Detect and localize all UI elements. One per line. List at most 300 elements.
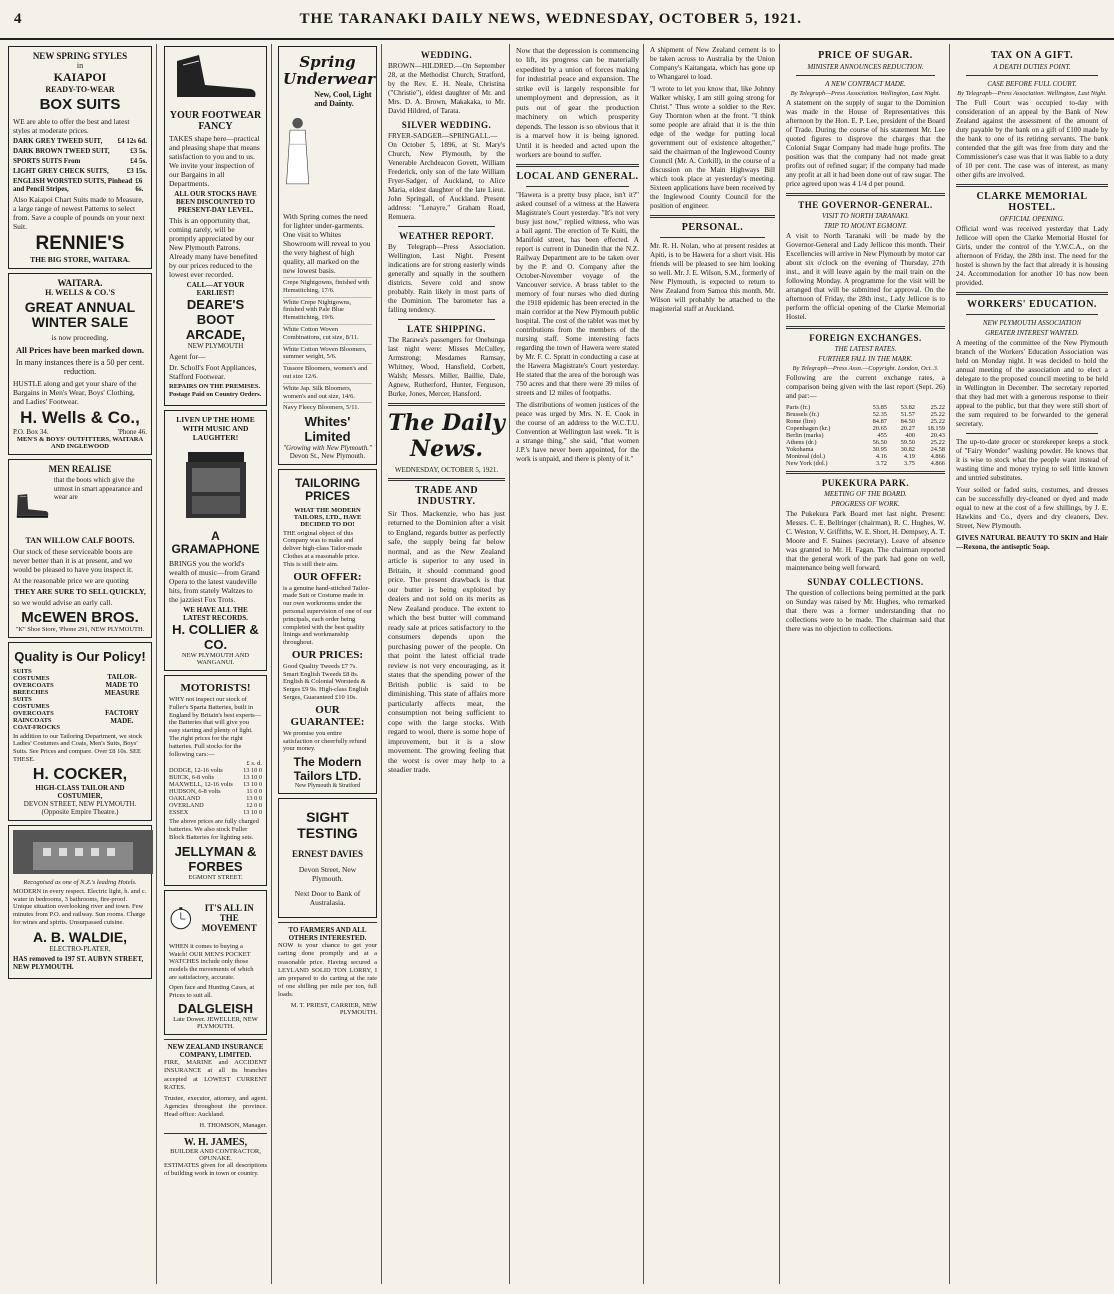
ad-body: TAKES shape here—practical and pleasing shape that means satisfaction to you and to us. We invite your inspection of our Bargains in all Departments. [169, 134, 260, 188]
ad-top: WAITARA. [57, 277, 103, 288]
item-name: SPORTS SUITS From [13, 156, 81, 165]
car-row [169, 809, 262, 816]
divider [388, 478, 505, 481]
exchange-sept: 53.82 [900, 404, 915, 411]
firm-name: DEARE'S BOOT ARCADE, [185, 297, 246, 342]
garment-item: SUITS [13, 695, 32, 703]
ad-headline: MOTORISTS! [180, 681, 251, 694]
ad-headline: BOX SUITS [39, 96, 121, 113]
item-price: £4 5s. [130, 156, 147, 165]
car-price: 13 10 0 [243, 809, 262, 817]
waldie-hotel-ad [8, 825, 152, 979]
item-name: ENGLISH WORSTED SUITS, Pinhead and Pencil Stripes, [13, 176, 133, 193]
silver-wedding-notice: FRYER-SADGER—SPRINGALL.—On October 5, 1896, at St. Mary's Church, New Plymouth, by the Venerable Archdeacon Govett, William Frederick, only son of the late William Fryer-Sadger, of Auckland, to Alice Maria, eldest daughter of the late Lieut. John Springall, of Auckland. Present address: "Lenayre," Graham Road, Remuera. [388, 132, 505, 221]
divider [398, 226, 495, 227]
dry-cleaner-notice: Your soiled or faded suits, costumes, and dresses can be successfully dry-cleaned or dyed and made equal to new at the cost of a few shillings, by J. E. Hawkins and Co., dyers and dry cleaners, Dev. Street, New Plymouth. [956, 486, 1108, 530]
ad-desc: New, Cool, Light and Dainty. [314, 90, 372, 108]
newspaper-title: THE TARANAKI DAILY NEWS, WEDNESDAY, OCTOBER 5, 1921. [299, 10, 803, 27]
workers-heading: WORKERS' EDUCATION. [967, 299, 1097, 310]
dateline: By Telegraph—Press Association. Wellington, Last Night. [957, 90, 1107, 97]
firm-name: A. B. WALDIE, [32, 928, 128, 945]
editorial-continued: Now that the depression is commencing to lift, its progress can be materially expedited by a union of forces making for industrial peace and expansion. The strike evil is largely responsible for unemployment and depression, as it puts out of gear the production machinery on which prosperity depends. The lesson is so obvious that it is a marvel how it is being ignored. Until it is heeded and acted upon the workers are bound to suffer. [516, 46, 639, 160]
ad-line: HUSTLE along and get your share of the Bargains in Men's Wear, Boys' Clothing, and Ladies' Footwear. [13, 379, 137, 407]
car-name: OVERLAND [169, 802, 204, 810]
po-box: P.O. Box 34. [13, 428, 49, 437]
dateline: By Telegraph—Press Assn.—Copyright. London, Oct. 3. [792, 365, 939, 372]
weather-heading: WEATHER REPORT. [399, 231, 494, 241]
item-price: £3 15s. [126, 166, 147, 175]
exchange-oct: 20.65 [872, 425, 887, 432]
car-name: BUICK, 6-8 volts [169, 774, 214, 782]
price-row [13, 167, 147, 175]
car-price: 13 10 0 [243, 781, 262, 789]
divider [956, 184, 1108, 187]
ad-sub: WHAT THE MODERN TAILORS, LTD., HAVE DECIDED TO DO! [293, 506, 362, 528]
kaiapoi-suits-ad [8, 46, 152, 269]
product-name: TAN WILLOW CALF BOOTS. [25, 536, 135, 546]
clarke-heading: CLARKE MEMORIAL HOSTEL. [976, 191, 1088, 213]
firm-desc: Late Dower. JEWELLER, NEW PLYMOUTH. [173, 1016, 258, 1031]
firm-note: HAS removed to 197 ST. AUBYN STREET, NEW PLYMOUTH. [13, 954, 144, 972]
gramophone-illustration [176, 442, 256, 522]
park-article: The Pukekura Park Board met last night. Present: Messrs. C. E. Bellringer (chairman), R. C. Hughes, W. C. Weston, V. Griffiths, W. E. Short, H. Dempsey, A. T. Moore and F. Staines (secretary). Leave of absence was granted to Mr. H. Fagan. The chairman reported that the general work of the park had gone on well, maintenance being well forward. [786, 510, 945, 572]
ad-body: WHEN it comes to buying a Watch! OUR MEN'S POCKET WATCHES include only those models the movements of which are satisfactory, accurate. [169, 942, 254, 981]
weather-report: By Telegraph—Press Association. Wellington, Last Night. Present indications are for strong easterly winds generally and squally in the southern districts. Severe cold and snow probably. Rain likely in most parts of the Dominion. The barometer has a falling tendency. [388, 243, 505, 314]
mcewen-boots-ad [8, 459, 152, 638]
exchange-oct: 52.35 [872, 411, 887, 418]
divider [398, 319, 495, 320]
column-4 [384, 44, 510, 1284]
firm-next-door: Next Door to Bank of Australasia. [294, 889, 361, 908]
ad-headline: Quality is Our Policy! [14, 649, 146, 665]
firm-address: Devon St., New Plymouth. [289, 452, 366, 461]
exchange-subhead: THE LATEST RATES. [834, 345, 897, 353]
firm-town: NEW PLYMOUTH [187, 342, 244, 350]
column-8 [952, 44, 1112, 1284]
exchange-sept: 4.19 [903, 453, 915, 460]
ad-firm-line: H. WELLS & CO.'S [45, 287, 115, 297]
exchange-place: Athens (dr.) [786, 439, 817, 446]
whites-underwear-ad [278, 46, 377, 465]
firm-address: "K" Shoe Store, 'Phone 291, NEW PLYMOUTH. [15, 626, 145, 634]
ad-top: LIVEN UP THE HOME WITH MUSIC AND LAUGHTER! [176, 414, 255, 442]
firm-address: EGMONT STREET. [188, 873, 243, 881]
ad-line: ALL OUR STOCKS HAVE BEEN DISCOUNTED TO PRESENT-DAY LEVEL. [174, 190, 257, 214]
offer-head: OUR OFFER: [293, 570, 362, 583]
ad-testing: TESTING [297, 825, 358, 842]
wedding-notice: BROWN—HILDRED.—On September 28, at the Methodist Church, Stratford, by the Rev. E. H. Neale, Christina ("Christie"), eldest daughter of Mr. and Mrs. D. A. Brown, Makakaka, to Mr. David Hildred, of Tarata. [388, 62, 505, 115]
tax-article: The Full Court was occupied to-day with consideration of an appeal by the Bank of New Zealand against the assessment of the amount of duty payable by the bank on a gift of £100 made by the bank to one of its retiring servants. The bank contended that the gift was free from duty and the Commissioner's case was that it was liable to a duty of 10 per cent. The case was of interest, as many other gifts are involved. [956, 99, 1108, 179]
modern-tailors-ad [278, 469, 377, 794]
garment-item: COSTUMES [13, 702, 50, 710]
garment-list [13, 668, 60, 731]
label-tailor-made: TAILOR-MADE TO MEASURE [104, 673, 140, 698]
divider [956, 292, 1108, 295]
local-news: The distributions of women justices of the peace was urged by Mrs. N. E. Cook in the course of an address to the W.C.T.U. Convention at Wellington last week. "It is a strange thing," she said, "that women J.P.'s have never been appointed, for the work is unpaid, and there is plenty of it." [516, 400, 639, 463]
ad-headline: GREAT ANNUAL WINTER SALE [24, 298, 136, 330]
editorial-heading: TRADE AND INDUSTRY. [414, 485, 479, 507]
firm-name: McEWEN BROS. [21, 609, 139, 627]
column-2 [160, 44, 272, 1284]
ad-line: WE HAVE ALL THE LATEST RECORDS. [183, 605, 248, 622]
underwear-item: Tussore Bloomers, women's and out size 12/6. [283, 363, 372, 381]
price-row [13, 137, 147, 145]
exchange-oct: 30.95 [872, 446, 887, 453]
firm-desc: BUILDER AND CONTRACTOR, OPUNAKE. [170, 1148, 261, 1163]
firm-opposite: (Opposite Empire Theatre.) [41, 807, 119, 816]
shoe-illustration [171, 51, 261, 103]
page-number: 4 [14, 10, 22, 27]
sugar-article: A statement on the supply of sugar to the Dominion was made in the House of Representatives this afternoon by the Hon. E. P. Lee, president of the Board of Trade. During the course of his statement Mr. Lee quoted figures to disprove the charges that the Colonial Sugar Company had made huge profits. The position was that the company had not made great profits out of refined sugar; if the company had made any profit at all it had been done out of raw sugar. The price agreed upon was 4 1/4 d per pound. [786, 99, 945, 188]
exchange-oct: 455 [877, 432, 887, 439]
ad-sight: SIGHT [306, 809, 349, 826]
firm-address: DEVON STREET, NEW PLYMOUTH. [23, 799, 137, 808]
shipping-heading: LATE SHIPPING. [407, 324, 486, 334]
car-row [169, 788, 262, 795]
car-row [169, 802, 262, 809]
column-6 [646, 44, 780, 1284]
shipping-text: The Rarawa's passengers for Onehunga last night were: Misses McCulley, Armstrong; Mesdames Ramsay, Whitney, Wood, Hansfield, Corbett, Walsh; Messrs. Miller, Baillie, Dale, Agnew, Rutherford, Hunter, Ferguson, Burke, Jones, Mercer, Hansford. [388, 336, 505, 398]
sugar-subhead: MINISTER ANNOUNCES REDUCTION. [807, 63, 924, 71]
garment-item: COAT-FROCKS [13, 723, 60, 731]
firm-address: New Plymouth & Stratford [294, 783, 361, 790]
workers-article: A meeting of the committee of the New Plymouth branch of the Workers' Education Association was held on Monday night. It was decided to hold the annual meeting of the association and to elect a delegate to the proposed council meeting to be held in Wellington in December. The secretary reported that they had met with a generous response to their appeal to the public, but that they were still short of the sum required to be forwarded to the general secretary. [956, 339, 1108, 428]
phone: 'Phone 46. [117, 428, 147, 437]
ad-body: Our stock of these serviceable boots are never better than it is at present, and we would be pleased to have you inspect it. [13, 547, 133, 575]
insurance-ad [164, 1039, 267, 1129]
divider [966, 433, 1098, 434]
agent-items: Dr. Scholl's Foot Appliances, Stafford Footwear. [169, 363, 257, 381]
exchange-sept: 59.50 [900, 439, 915, 446]
underwear-list [283, 277, 372, 412]
governor-subhead: VISIT TO NORTH TARANAKI. [821, 212, 910, 220]
firm-name: H. COCKER, [32, 765, 128, 783]
exchange-par: 25.22 [930, 418, 945, 425]
exchange-place: Rome (lire) [786, 418, 816, 425]
ad-headline: A GRAMAPHONE [171, 528, 260, 556]
prices-text: Good Quality Tweeds £7 7s. Smart English Tweeds £8 8s. English & Colonial Worsteds & Serges £9 9s. High-class English Serges, Guaranteed £10 10s. [283, 662, 369, 702]
firm-name: H. COLLIER & CO. [172, 621, 259, 652]
exchange-row [786, 425, 945, 432]
sunday-heading: SUNDAY COLLECTIONS. [807, 577, 924, 587]
price-row [13, 147, 147, 155]
hotel-illustration [13, 830, 153, 874]
ad-headline: MEN REALISE [48, 464, 112, 475]
car-row [169, 767, 262, 774]
price-list [13, 137, 147, 193]
local-news: "Hawera is a pretty busy place, isn't it?" asked counsel of a witness at the Hawera Magistrate's Court yesterday. "It's not very busy just now," replied witness, who was a bail agent. The erection of Te Kuiti, the Manifold street, has been effected. A report is current in Dunedin that the N.Z. Railway Department are to be taken over by the P. and O. Company after the October-November voyage of the Vancouver service. A brass tablet to the memory of four nurses who died during the 1918 epidemic has been erected in the main corridor at the New Plymouth public hospital. The cost of the tablet was met by contributions from the members of the nursing staff. Some interesting facts regarding the town of Hawera were stated by Mr. F. C. Spratt in conducting a case at the Hawera Magistrate's Court yesterday. He stated that the area of the borough was 750 acres and that there were 39 miles of streets and 12 miles of footpaths. [516, 190, 639, 397]
ad-sub: in [76, 61, 84, 70]
exchange-subhead: FURTHER FALL IN THE MARK. [818, 355, 913, 363]
davies-sight-ad [278, 798, 377, 918]
ad-body: NOW is your chance to get your carting done promptly and at a reasonable price. Having secured a LEYLAND SOLID TON LORRY, I am prepared to do carting at the rate of one shilling per mile per ton, full loads. [278, 942, 377, 999]
exchange-sept: 3.75 [903, 460, 915, 467]
price-row [13, 157, 147, 165]
column-7 [782, 44, 950, 1284]
jellyman-battery-ad [164, 675, 267, 886]
firm-desc: HIGH-CLASS TAILOR AND COSTUMIER, [35, 783, 125, 800]
car-name: MAXWELL, 12-16 volts [169, 781, 233, 789]
underwear-item: White Crepe Nightgowns, finished with Pale Blue Hemstitching, 19/6. [283, 297, 372, 322]
exchange-par: 18.159 [927, 425, 945, 432]
firm-name: ERNEST DAVIES [292, 849, 363, 860]
underwear-item: Crepe Nightgowns, finished with Hemstitching, 17/6. [283, 277, 372, 295]
divider [966, 314, 1098, 315]
column-5 [512, 44, 644, 1284]
exchange-place: Montreal (dol.) [786, 453, 826, 460]
sunday-article: The question of collections being permitted at the park on Sunday was raised by Mr. Hughes, who remarked that there was a former understanding that no collections were to be made. The chairman said that there was no objection to collections. [786, 589, 945, 633]
exchange-par: 4.866 [930, 453, 945, 460]
item-price: £6 6s. [135, 176, 144, 193]
cocker-tailor-ad [8, 642, 152, 820]
item-name: LIGHT GREY CHECK SUITS, [13, 166, 109, 175]
ad-headline: IT'S ALL IN THE MOVEMENT [201, 902, 257, 933]
divider [966, 75, 1098, 76]
ad-line: All Prices have been marked down. [16, 345, 144, 356]
exchange-place: Yokohama [786, 446, 814, 453]
exchange-row [786, 439, 945, 446]
guarantee-text: We promise you entire satisfaction or cheerfully refund your money. [283, 729, 367, 753]
exchange-par: 20.43 [930, 432, 945, 439]
exchange-par: 25.22 [930, 411, 945, 418]
ad-note: At the reasonable price we are quoting [13, 576, 129, 586]
exchange-oct: 3.72 [875, 460, 887, 467]
ad-body: THE original object of this Company was to make and deliver high-class Tailor-made Clothes at a reasonable price. This is still their aim. [283, 529, 363, 568]
car-price: 13 10 0 [243, 767, 262, 775]
personal-heading: PERSONAL. [681, 222, 744, 233]
boot-illustration [13, 474, 51, 536]
exchange-sept: 84.50 [900, 418, 915, 425]
tax-subhead: CASE BEFORE FULL COURT. [987, 80, 1077, 88]
divider [786, 471, 945, 474]
car-row [169, 795, 262, 802]
sugar-subhead: A NEW CONTRACT MADE. [825, 80, 906, 88]
exchange-oct: 4.16 [875, 453, 887, 460]
exchange-sept: 20.27 [900, 425, 915, 432]
exchange-place: Paris (fr.) [786, 404, 811, 411]
divider [796, 75, 935, 76]
firm-address: Devon Street, New Plymouth. [298, 865, 357, 884]
ad-note: Also Kaiapoi Chart Suits made to Measure, a large range of newest Patterns to select from. Save a couple of pounds on your next Suit. [13, 194, 145, 231]
guarantee-head: OUR GUARANTEE: [290, 703, 365, 728]
garment-item: BREECHES [13, 688, 49, 696]
contact-row [13, 428, 147, 436]
exchange-par: 24.58 [930, 446, 945, 453]
exchange-oct: 84.87 [872, 418, 887, 425]
exchange-row [786, 418, 945, 425]
garment-item: COSTUMES [13, 674, 50, 682]
exchange-place: New York (dol.) [786, 460, 828, 467]
car-price: 13 10 0 [243, 774, 262, 782]
ad-sub: FIRE, MARINE and ACCIDENT INSURANCE at all its branches accepted at LOWEST CURRENT RATES. [164, 1059, 267, 1091]
dateline: By Telegraph—Press Association. Wellington, Last Night. [790, 90, 941, 97]
label-factory-made: FACTORY MADE. [105, 708, 139, 725]
firm-name: W. H. JAMES, [183, 1137, 248, 1149]
ad-text: that the boots which give the utmost in smart appearance and wear are [53, 476, 143, 502]
governor-subhead: TRIP TO MOUNT EGMONT. [823, 222, 908, 230]
car-price: 11 0 0 [246, 788, 262, 796]
governor-article: A visit to North Taranaki will be made by the Governor-General and Lady Jellicoe this month. Their Excellencies will arrive in New Plymouth by motor car about six o'clock on the evening of Thursday, 27th inst., and it will leave again by the mail train on the following Monday. A programme for the visit will be arranged that will be submitted for approval. On the afternoon of Friday, the 28th inst., Lady Jellicoe is to perform the official opening of the Clarke Memorial Hostel. [786, 232, 945, 321]
ad-note: THEY ARE SURE TO SELL QUICKLY, [14, 587, 146, 597]
firm-name: RENNIE'S [35, 232, 125, 254]
collier-gramophone-ad [164, 410, 267, 671]
ad-body: BRINGS you the world's wealth of music—from Grand Opera to the latest vaudeville hits, from stately Waltzes to the jazziest Fox Trots. [169, 558, 260, 604]
garment-item: SUITS [13, 667, 32, 675]
exchange-row [786, 404, 945, 411]
ad-headline: YOUR FOOTWEAR FANCY [169, 110, 262, 132]
watch-illustration [169, 895, 193, 941]
firm-slogan: "Growing with New Plymouth." [283, 444, 372, 453]
item-price: £3 5s. [130, 146, 147, 155]
lorry-ad [278, 922, 377, 1016]
workers-subhead: NEW PLYMOUTH ASSOCIATION [982, 319, 1082, 327]
sugar-heading: PRICE OF SUGAR. [818, 50, 913, 61]
wedding-heading: WEDDING. [420, 50, 473, 60]
ad-note: so we would advise an early call. [13, 598, 113, 608]
exchange-intro: Following are the current exchange rates, a comparison being given with the last report (Sept. 26) and par:— [786, 374, 945, 400]
clarke-subhead: OFFICIAL OPENING. [999, 215, 1065, 223]
divider [650, 215, 775, 218]
agent-label: Agent for— [169, 352, 206, 361]
page-header [0, 0, 1114, 40]
ad-note: In addition to our Tailoring Department, we stock Ladies' Costumes and Coats, Men's Suits, Boys' Suits. See Prices and compare. Over £8 10s. SEE THESE. [13, 732, 143, 763]
tax-subhead: A DEATH DUTIES POINT. [993, 63, 1071, 71]
exchange-heading: FOREIGN EXCHANGES. [809, 333, 922, 343]
car-name: ESSEX [169, 809, 189, 817]
grocer-notice: The up-to-date grocer or storekeeper keeps a stock of "Fairy Wonder" washing powder. He knows that it is wise to stock what the people want instead of wasting time and money trying to sell little known and untried substitutes. [956, 438, 1108, 482]
dalgleish-watch-ad [164, 890, 267, 1036]
car-price-list [169, 767, 262, 816]
local-news: A shipment of New Zealand cement is to be taken across to Australia by the Union Company's Kaitangata, which has gone up to Whangarei to load. [650, 46, 775, 81]
car-price: 12 0 0 [246, 802, 262, 810]
exchange-row [786, 411, 945, 418]
firm-name: The Modern Tailors LTD. [293, 755, 362, 784]
car-price: 13 0 0 [246, 795, 262, 803]
ad-sign: M. T. PRIEST, CARRIER, NEW PLYMOUTH. [290, 1002, 377, 1017]
wells-sale-ad [8, 273, 152, 456]
ad-body: WHY not inspect our stock of Fuller's Sparta Batteries, built in England by Britain's best experts—the Batteries that will give you easy starting and plenty of light. The right prices for the right batteries. Full stocks for the following cars:— [169, 695, 262, 758]
ad-note: The above prices are fully charged batteries. We also stock Fuller Block Batteries for lighting sets. [169, 818, 259, 841]
exchange-par: 25.22 [930, 439, 945, 446]
exchange-sept: 30.82 [900, 446, 915, 453]
item-name: DARK BROWN TWEED SUIT, [13, 146, 110, 155]
governor-heading: THE GOVERNOR-GENERAL. [798, 200, 933, 210]
offer-text: is a genuine hand-stitched Tailor-made Suit or Costume made in our own workrooms under the personal supervision of one of our principals, each order being completed with the best quality linings and workmanship throughout. [283, 584, 372, 647]
firm-name: H. Wells & Co., [20, 408, 140, 428]
ad-line: In many instances there is a 50 per cent. reduction. [15, 358, 145, 377]
garment-item: OVERCOATS [13, 681, 54, 689]
newspaper-masthead: The Daily News. [388, 410, 505, 462]
underwear-item: Navy Fleecy Bloomers, 5/11. [283, 402, 372, 412]
exchange-place: Copenhagen (kr.) [786, 425, 831, 432]
item-price: £4 12s 6d. [117, 136, 147, 145]
exchange-par: 25.22 [930, 404, 945, 411]
firm-name: DALGLEISH [177, 1001, 254, 1017]
divider [786, 193, 945, 196]
park-heading: PUKEKURA PARK. [821, 478, 910, 488]
ad-agent: H. THOMSON, Manager. [199, 1122, 267, 1130]
ad-headline: TAILORING PRICES [294, 476, 361, 504]
car-row [169, 774, 262, 781]
firm-name: JELLYMAN & FORBES [174, 843, 257, 874]
firm-address: NEW PLYMOUTH AND WANGANUI. [181, 651, 250, 666]
ad-body: With Spring comes the need for lighter under-garments. One visit to Whites Showroom will reveal to you the very highest of high quality, all marked on the new lowest basis. [283, 212, 371, 275]
divider [388, 403, 505, 406]
ad-sub: is now proceeding. [51, 333, 109, 343]
divider [786, 326, 945, 329]
exchange-row [786, 460, 945, 467]
underwear-item: White Cotton Woven Bloomers, summer weight, 5/6. [283, 344, 372, 362]
park-subhead: PROGRESS OF WORK. [831, 500, 900, 508]
edition-date: WEDNESDAY, OCTOBER 5, 1921. [394, 466, 499, 474]
ad-title: NEW SPRING STYLES [32, 51, 128, 61]
workers-subhead: GREATER INTEREST WANTED. [985, 329, 1079, 337]
tax-heading: TAX ON A GIFT. [990, 50, 1074, 61]
ad-brand: KAIAPOI [53, 70, 107, 84]
exchange-par: 4.866 [930, 460, 945, 467]
silver-wedding-heading: SILVER WEDDING. [401, 120, 492, 130]
hotel-body: MODERN in every respect. Electric light, h. and c. water in bedrooms, 3 bathrooms, fire-proof. Unique situation overlooking river and town. Few minutes from P.O. and railway. Sun rooms. Charge for wines and spirits. Unsurpassed cuisine. [13, 887, 147, 926]
ad-call: CALL—AT YOUR EARLIEST! [186, 281, 245, 297]
column-1 [4, 44, 157, 1284]
garment-item: RAINCOATS [13, 716, 52, 724]
exchange-sept: 51.57 [900, 411, 915, 418]
car-name: DODGE, 12-16 volts [169, 767, 223, 775]
local-news: "I wrote to let you know that, like Johnny Walker whisky, I am still going strong for Christ." Thus wrote a soldier to the Rev. Guy Thornton when at the front. "I think some people are afraid that it is the thin edge of the wedge for putting local government out of existence altogether," said the chairman of the Inglewood County Council (Mr. A. Corkill), in the course of a discussion on the Main Highways Bill which took place at yesterday's meeting. Sixteen applications have been received by the Inglewood County Council for the position of engineer. [650, 85, 775, 210]
lady-illustration [283, 90, 312, 210]
exchange-table [786, 404, 945, 467]
divider [526, 186, 629, 187]
exchange-row [786, 432, 945, 439]
divider [660, 237, 765, 238]
exchange-place: Berlin (marks) [786, 432, 824, 439]
item-name: DARK GREY TWEED SUIT, [13, 136, 103, 145]
underwear-item: White Cotton Woven Combinations, cut size, 8/11. [283, 324, 372, 342]
ad-body: Trustee, executor, attorney, and agent. Agencies throughout the province. Head office: Auckland. [164, 1094, 267, 1119]
car-row [169, 781, 262, 788]
car-name: OAKLAND [169, 795, 201, 803]
firm-address: THE BIG STORE, WAITARA. [30, 254, 130, 264]
ad-headline: Spring Underwear [283, 53, 375, 88]
editorial-text: Sir Thos. Mackenzie, who has just returned to the Dominion after a visit to England, regards butter as perfectly safe, the supply being far below normal, and as the New Zealand article is superior to any used in Britain, it should command good price. The present drawback is that our butter is being exploited by dealers and not sold on its merits as New Zealand produce. The extent to which the best butter will command ready sale at prices satisfactory to the consumers depends upon the purchasing power of the people. On that point the latest official trade review is not very encouraging, as it states that the spending power of the British public is said to be diminishing. This state of affairs more particularly affects meat, the consumption not being sufficient to cope with the large stocks. With regard to wool, there is some hope of improvement, but it is a slow movement. The growing feeling that the worst is over may help to a steadier trade. [388, 509, 505, 775]
exchange-row [786, 453, 945, 460]
firm-name: Whites' Limited [304, 414, 351, 445]
exchange-oct: 53.85 [872, 404, 887, 411]
firm-desc: ELECTRO-PLATER, [49, 944, 111, 953]
ad-sub: READY-TO-WEAR [45, 85, 115, 94]
deare-footwear-ad [164, 46, 267, 406]
personal-news: Mr. R. H. Nolan, who at present resides at Apiti, is to be Hawera for a short visit. His friends will be pleased to see him looking so well. Mr. J. E. Wilson, S.M., formerly of New Plymouth, is expected to return to New Zealand from Samoa this month. Mr. Wilson will probably be attached to the magisterial staff at Auckland. [650, 242, 775, 313]
car-name: HUDSON, 6-8 volts [169, 788, 221, 796]
soap-notice: GIVES NATURAL BEAUTY TO SKIN and Hair—Rexona, the antiseptic Soap. [956, 534, 1108, 551]
ad-title: TO FARMERS AND ALL OTHERS INTERESTED. [288, 926, 367, 943]
park-subhead: MEETING OF THE BOARD. [824, 490, 907, 498]
ad-note: Open face and Hunting Cases, at Prices to suit all. [169, 983, 255, 999]
exchange-row [786, 446, 945, 453]
ad-title: NEW ZEALAND INSURANCE COMPANY, LIMITED. [167, 1043, 264, 1060]
ad-intro: WE are able to offer the best and latest styles at moderate prices. [13, 116, 130, 135]
divider [516, 164, 639, 167]
prices-head: OUR PRICES: [291, 648, 364, 661]
column-3 [274, 44, 382, 1284]
price-row [13, 177, 147, 193]
exchange-sept: 400 [905, 432, 915, 439]
ad-body: ESTIMATES given for all descriptions of building work in town or country. [164, 1162, 267, 1178]
garment-item: OVERCOATS [13, 709, 54, 717]
hotel-caption: Recognised as one of N.Z.'s leading Hotels. [23, 878, 137, 886]
repairs-note: REPAIRS ON THE PREMISES. Postage Paid on Country Orders. [169, 383, 262, 398]
exchange-oct: 56.50 [872, 439, 887, 446]
